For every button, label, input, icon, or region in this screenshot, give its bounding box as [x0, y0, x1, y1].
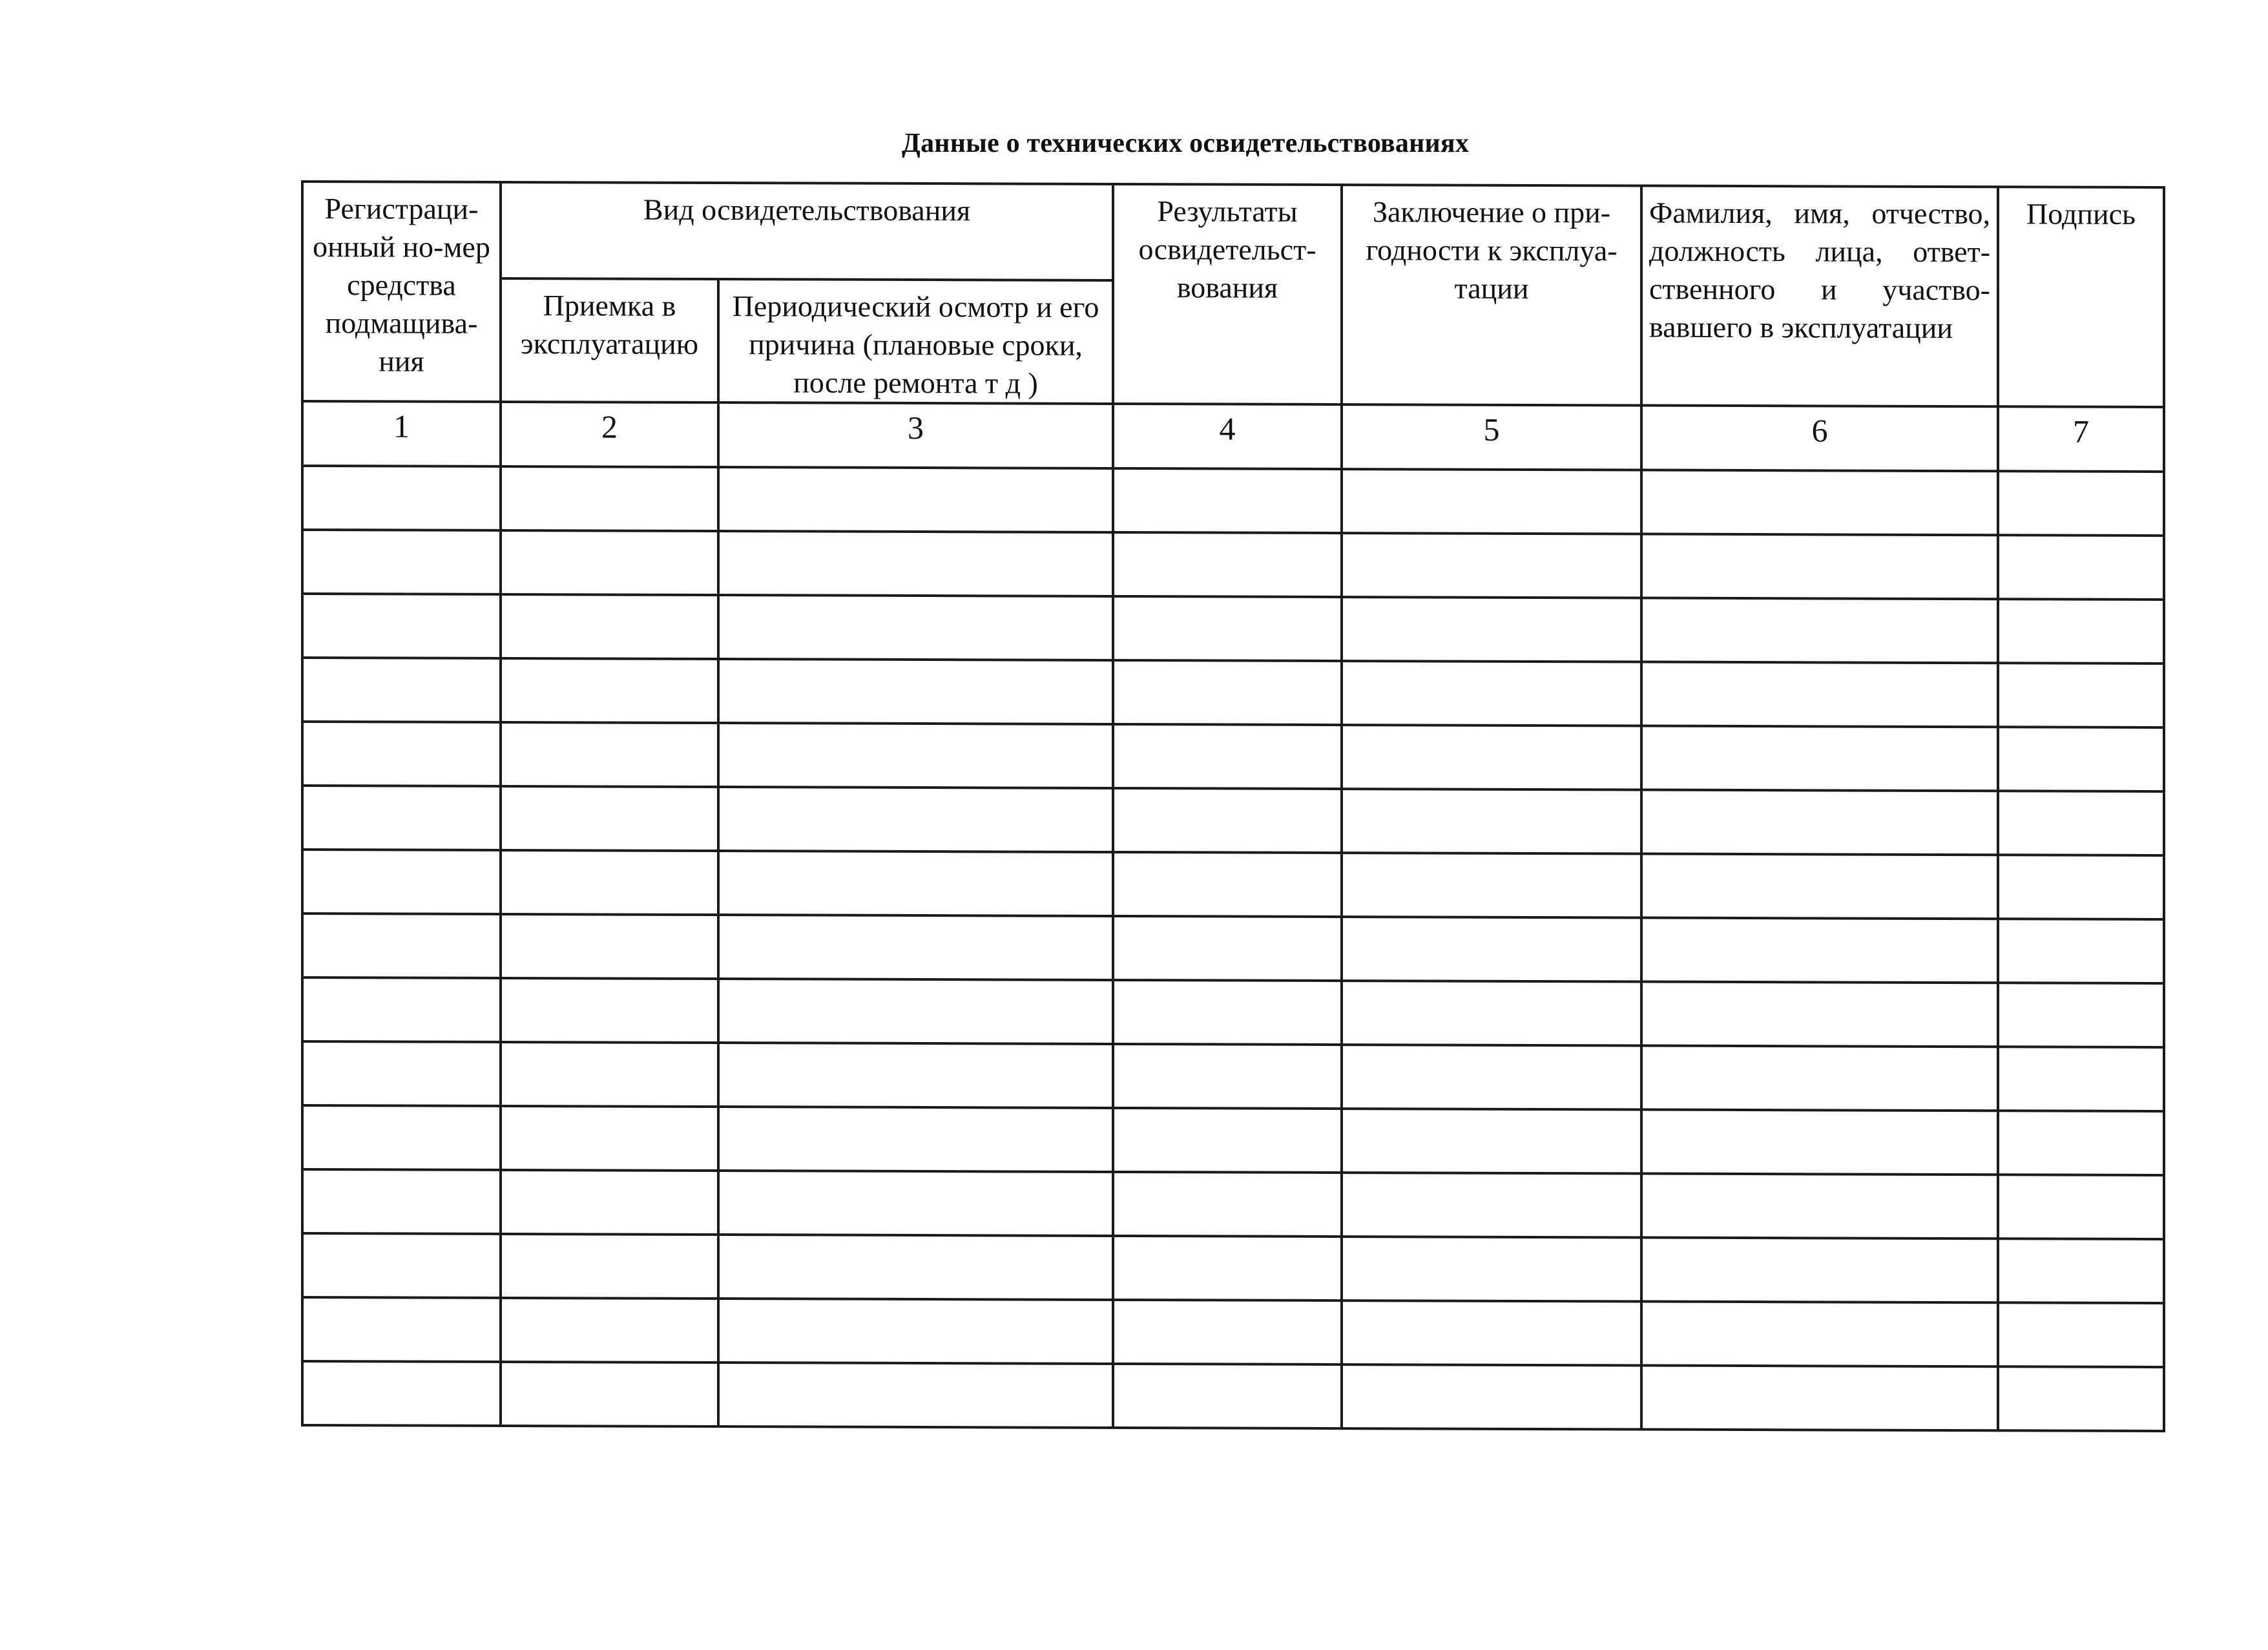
table-cell [1113, 724, 1342, 789]
table-cell [1113, 1364, 1342, 1428]
table-cell [1342, 469, 1641, 534]
table-cell [1342, 917, 1641, 981]
header-responsible: Фамилия, имя, отчество, должность лица, ответ-ственного и участво-вавшего в эксплуатации [1641, 186, 1998, 407]
header-survey-type: Вид освидетельствования [501, 182, 1113, 280]
column-number: 3 [718, 402, 1113, 468]
table-cell [1641, 1302, 1998, 1367]
table-cell [1342, 1237, 1641, 1301]
table-cell [1113, 1300, 1342, 1364]
table-cell [501, 722, 718, 787]
table-cell [1998, 663, 2164, 727]
table-row [302, 1297, 2164, 1367]
table-row [302, 1105, 2164, 1175]
table-cell [501, 1170, 718, 1235]
table-cell [1641, 918, 1998, 983]
header-periodic: Периодический осмотр и его причина (плановые сроки, после ремонта т д ) [718, 279, 1113, 404]
table-cell [302, 594, 501, 658]
table-cell [1113, 596, 1342, 661]
table-cell [1113, 1044, 1342, 1109]
column-number: 6 [1641, 406, 1998, 472]
table-cell [1641, 1238, 1998, 1303]
table-cell [302, 658, 501, 722]
table-row [302, 914, 2164, 983]
table-cell [1998, 1238, 2164, 1303]
table-cell [302, 1105, 501, 1170]
table-cell [501, 850, 718, 915]
table-cell [501, 1298, 718, 1363]
column-number-row [302, 401, 2164, 472]
table-row [302, 466, 2164, 536]
table-row [302, 722, 2164, 791]
table-cell [501, 658, 718, 723]
column-number: 1 [302, 401, 501, 466]
table-cell [1342, 1045, 1641, 1109]
table-cell [302, 1361, 501, 1426]
header-results: Результаты освидетельст-вования [1113, 184, 1342, 404]
table-cell [1998, 727, 2164, 791]
table-cell [302, 850, 501, 914]
table-cell [718, 851, 1113, 916]
table-cell [1342, 661, 1641, 726]
page-title: Данные о технических освидетельствованиях [902, 129, 1470, 158]
table-cell [1342, 853, 1641, 917]
table-cell [1342, 597, 1641, 662]
table-cell [718, 1363, 1113, 1428]
table-cell [1342, 725, 1641, 789]
table-row [302, 977, 2164, 1047]
table-cell [1641, 598, 1998, 663]
table-row [302, 530, 2164, 600]
table-cell [1113, 788, 1342, 853]
table-cell [1113, 852, 1342, 917]
table-cell [1998, 471, 2164, 536]
table-cell [1342, 533, 1641, 598]
table-cell [302, 1233, 501, 1298]
header-reg-number: Регистраци-онный но-мер средства подмащива-ния [302, 182, 501, 402]
table-cell [1113, 532, 1342, 597]
table-cell [501, 1106, 718, 1171]
table-cell [302, 1169, 501, 1234]
table-cell [1998, 1047, 2164, 1111]
column-number: 7 [1998, 406, 2164, 472]
table-cell [1641, 534, 1998, 600]
table-cell [501, 978, 718, 1043]
table-cell [1342, 1173, 1641, 1237]
table-cell [718, 979, 1113, 1044]
table-cell [1113, 916, 1342, 981]
table-cell [1998, 1175, 2164, 1239]
table-cell [1998, 1302, 2164, 1367]
column-number: 4 [1113, 404, 1342, 469]
table-cell [1998, 535, 2164, 600]
table-cell [1113, 1172, 1342, 1237]
table-cell [718, 723, 1113, 788]
table-cell [501, 1234, 718, 1299]
table-cell [1342, 1364, 1641, 1429]
header-signature: Подпись [1998, 187, 2164, 407]
table-cell [1342, 1300, 1641, 1365]
table-cell [302, 1041, 501, 1106]
table-cell [718, 1299, 1113, 1364]
column-number: 5 [1342, 404, 1641, 470]
table-cell [1641, 1046, 1998, 1111]
table-row [302, 1361, 2164, 1431]
table-cell [302, 466, 501, 530]
table-cell [1998, 1111, 2164, 1175]
table-cell [302, 530, 501, 594]
table-row [302, 850, 2164, 919]
table-cell [302, 1297, 501, 1362]
table-cell [718, 1171, 1113, 1236]
table-cell [1342, 1109, 1641, 1173]
table-cell [1342, 981, 1641, 1045]
table-cell [1641, 726, 1998, 791]
table-cell [1998, 599, 2164, 663]
table-cell [718, 787, 1113, 852]
table-row [302, 594, 2164, 663]
table-cell [1641, 1366, 1998, 1431]
table-cell [718, 915, 1113, 980]
table-cell [1113, 468, 1342, 533]
table-cell [718, 467, 1113, 532]
table-row [302, 786, 2164, 855]
table-cell [718, 1235, 1113, 1300]
table-cell [501, 594, 718, 659]
table-cell [501, 530, 718, 595]
table-cell [1113, 980, 1342, 1045]
table-cell [501, 786, 718, 851]
table-cell [1113, 1108, 1342, 1173]
table-cell [501, 914, 718, 979]
table-cell [501, 1362, 718, 1426]
table-cell [1113, 660, 1342, 725]
header-acceptance: Приемка в эксплуатацию [501, 278, 718, 402]
table-cell [1641, 982, 1998, 1047]
table-cell [1641, 1110, 1998, 1175]
table-cell [718, 1107, 1113, 1172]
table-cell [718, 659, 1113, 724]
table-cell [1641, 1174, 1998, 1239]
table-cell [1113, 1236, 1342, 1300]
table-cell [718, 531, 1113, 596]
table-cell [302, 977, 501, 1042]
table-cell [718, 1043, 1113, 1108]
table-cell [1998, 919, 2164, 983]
table-row [302, 1233, 2164, 1303]
table-cell [302, 722, 501, 786]
table-cell [1641, 662, 1998, 727]
column-number: 2 [501, 402, 718, 467]
table-cell [1641, 470, 1998, 536]
table-cell [501, 1042, 718, 1107]
header-conclusion: Заключение о при-годности к эксплуа-тации [1342, 185, 1641, 405]
inspection-table [301, 180, 2165, 1432]
table-cell [302, 786, 501, 850]
table-cell [1998, 1366, 2164, 1431]
table-cell [1998, 983, 2164, 1047]
table-cell [1641, 854, 1998, 919]
table-row [302, 1169, 2164, 1239]
table-row [302, 658, 2164, 727]
table-cell [1342, 789, 1641, 853]
table-cell [1998, 855, 2164, 919]
table-cell [302, 914, 501, 978]
table-cell [718, 595, 1113, 660]
table-cell [1998, 791, 2164, 855]
table-cell [1641, 790, 1998, 855]
table-cell [501, 466, 718, 531]
table-row [302, 1041, 2164, 1111]
